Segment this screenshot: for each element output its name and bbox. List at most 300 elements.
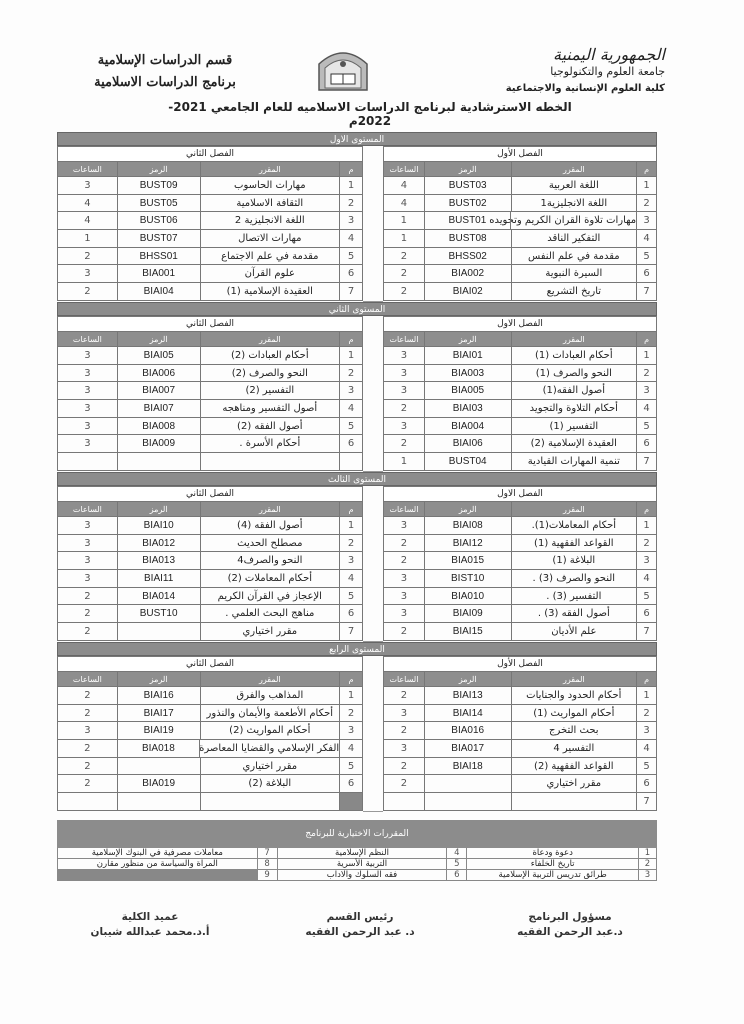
- semester-title: الفصل الأول: [383, 146, 657, 162]
- course-code: BUST01: [425, 212, 511, 229]
- course-number: 3: [637, 382, 657, 399]
- course-hours: 2: [58, 758, 118, 775]
- course-code: BIA013: [118, 552, 201, 569]
- course-code: BUST02: [425, 195, 512, 212]
- course-name: التفكير الناقد: [512, 230, 638, 247]
- elective-name: [58, 870, 258, 880]
- course-name: أصول التفسير ومناهجه: [201, 400, 341, 417]
- elective-number: 8: [258, 859, 278, 869]
- course-hours: 4: [58, 212, 118, 229]
- course-number: 7: [637, 283, 657, 300]
- course-code: BIA003: [425, 365, 512, 382]
- course-name: اللغة الانجليزية 2: [201, 212, 341, 229]
- course-row: [383, 400, 657, 418]
- course-row: [383, 177, 657, 195]
- header-code: الرمز: [118, 502, 201, 516]
- course-row: [383, 230, 657, 248]
- course-hours: 3: [384, 517, 425, 534]
- course-code: [425, 775, 512, 792]
- course-name: اللغة الانجليزية1: [512, 195, 638, 212]
- signature-dean: [60, 910, 240, 940]
- course-code: BIAI02: [425, 283, 512, 300]
- course-hours: 2: [384, 722, 425, 739]
- course-row: [57, 588, 363, 606]
- course-name: تنمية المهارات القيادية: [512, 453, 638, 470]
- course-row: [57, 400, 363, 418]
- course-number: 2: [637, 705, 657, 722]
- course-code: BHSS02: [425, 248, 512, 265]
- course-number: 2: [340, 195, 363, 212]
- course-row: [57, 283, 363, 301]
- course-name: القواعد الفقهية (2): [512, 758, 638, 775]
- level-title: المستوى الاول: [57, 132, 657, 146]
- course-code: BIAI09: [425, 605, 512, 622]
- course-number: 3: [637, 212, 657, 229]
- level-title: المستوى الرابع: [57, 642, 657, 656]
- course-code: BIAI06: [425, 435, 512, 452]
- course-number: 3: [637, 552, 657, 569]
- course-hours: 3: [384, 418, 425, 435]
- course-code: BIA005: [425, 382, 512, 399]
- header-course: المقرر: [201, 502, 341, 516]
- header-course: المقرر: [201, 332, 341, 346]
- divider: [363, 316, 383, 472]
- course-number: 3: [340, 722, 363, 739]
- header-hours: الساعات: [384, 332, 425, 346]
- elective-number: 1: [639, 848, 657, 858]
- course-code: BUST05: [118, 195, 201, 212]
- course-number: 1: [340, 177, 363, 194]
- header-num: م: [637, 332, 657, 346]
- course-name: التفسير (2): [201, 382, 341, 399]
- header-course: المقرر: [512, 502, 638, 516]
- course-row: [57, 265, 363, 283]
- course-hours: 3: [58, 382, 118, 399]
- course-name: علوم القرآن: [201, 265, 341, 282]
- course-number: 1: [637, 177, 657, 194]
- course-hours: 2: [58, 687, 118, 704]
- elective-row: [57, 859, 657, 870]
- header-code: الرمز: [425, 162, 512, 176]
- course-row: [57, 552, 363, 570]
- course-row: [383, 212, 657, 230]
- course-row: [57, 722, 363, 740]
- course-code: BUST03: [425, 177, 512, 194]
- header-num: م: [637, 162, 657, 176]
- electives-table: [57, 820, 657, 881]
- course-hours: 1: [384, 230, 425, 247]
- course-row: [57, 687, 363, 705]
- course-hours: 3: [58, 265, 118, 282]
- course-hours: 3: [58, 177, 118, 194]
- course-row: [57, 605, 363, 623]
- course-name: اللغة العربية: [512, 177, 638, 194]
- course-code: [118, 453, 201, 470]
- semester-title: الفصل الثاني: [57, 316, 363, 332]
- course-hours: 4: [58, 195, 118, 212]
- signature-role: عميد الكلية: [121, 911, 179, 923]
- course-name: الفكر الإسلامي والقضايا المعاصرة: [200, 740, 340, 757]
- semester-title: الفصل الأول: [383, 656, 657, 672]
- semester-first: [383, 486, 657, 642]
- signature-department-head: [270, 910, 450, 940]
- course-code: BIAI19: [118, 722, 201, 739]
- course-hours: 2: [384, 758, 425, 775]
- header-num: م: [340, 502, 363, 516]
- signatures: [60, 910, 660, 940]
- course-hours: 2: [58, 588, 118, 605]
- semester-first: [383, 146, 657, 302]
- course-name: مصطلح الحديث: [201, 535, 341, 552]
- elective-number: 4: [447, 848, 467, 858]
- course-name: أحكام التلاوة والتجويد: [512, 400, 638, 417]
- course-name: أصول الفقه(1): [512, 382, 638, 399]
- course-code: BIA008: [118, 418, 201, 435]
- course-hours: 3: [58, 535, 118, 552]
- elective-name: دعوة ودعاة: [467, 848, 639, 858]
- course-number: 3: [340, 382, 363, 399]
- header-num: م: [340, 162, 363, 176]
- course-code: BIAI11: [118, 570, 201, 587]
- course-code: BIAI15: [425, 623, 512, 640]
- course-name: مناهج البحث العلمي .: [201, 605, 341, 622]
- course-code: BIA014: [118, 588, 201, 605]
- course-hours: 3: [58, 517, 118, 534]
- course-hours: 2: [384, 552, 425, 569]
- course-number: 1: [340, 687, 363, 704]
- course-code: BIAI18: [425, 758, 512, 775]
- header-hours: الساعات: [384, 502, 425, 516]
- signature-program-coordinator: [480, 910, 660, 940]
- semester-title: الفصل الاول: [383, 316, 657, 332]
- program-name: برنامج الدراسات الاسلامية: [94, 75, 236, 90]
- column-header-row: [383, 672, 657, 687]
- course-number: 5: [637, 418, 657, 435]
- course-name: مقرر اختياري: [201, 623, 341, 640]
- university-heading: [470, 46, 665, 97]
- course-name: [512, 793, 638, 810]
- course-hours: 2: [58, 705, 118, 722]
- elective-name: معاملات مصرفية في البنوك الإسلامية: [58, 848, 258, 858]
- course-name: أحكام المعاملات(1).: [512, 517, 638, 534]
- course-hours: 2: [384, 687, 425, 704]
- course-hours: [384, 793, 425, 810]
- course-number: 2: [340, 705, 363, 722]
- course-code: BIA019: [118, 775, 201, 792]
- course-number: 2: [340, 365, 363, 382]
- course-number: 1: [340, 517, 363, 534]
- course-row: [57, 177, 363, 195]
- divider: [363, 486, 383, 642]
- semester-first: [383, 656, 657, 812]
- course-number: 5: [637, 758, 657, 775]
- course-name: مقدمة في علم النفس: [512, 248, 638, 265]
- course-name: أحكام الأطعمة والأيمان والنذور: [201, 705, 341, 722]
- course-hours: 3: [58, 365, 118, 382]
- course-hours: [58, 453, 118, 470]
- elective-number: 7: [258, 848, 278, 858]
- course-hours: [58, 793, 118, 810]
- course-number: [340, 453, 363, 470]
- course-number: 4: [340, 400, 363, 417]
- course-hours: 2: [58, 248, 118, 265]
- semester-second: [57, 146, 363, 302]
- course-name: التفسير (1): [512, 418, 638, 435]
- course-hours: 3: [58, 552, 118, 569]
- course-number: 3: [340, 212, 363, 229]
- semester-first: [383, 316, 657, 472]
- course-name: الثقافة الاسلامية: [201, 195, 341, 212]
- course-row: [383, 775, 657, 793]
- course-code: BIAI14: [425, 705, 512, 722]
- course-name: أصول الفقه (3) .: [512, 605, 638, 622]
- course-code: BIA002: [425, 265, 512, 282]
- elective-number: 6: [447, 870, 467, 880]
- course-code: BUST04: [425, 453, 512, 470]
- course-code: BUST08: [425, 230, 512, 247]
- course-hours: 3: [384, 705, 425, 722]
- course-row: [383, 248, 657, 266]
- course-row: [57, 570, 363, 588]
- header-course: المقرر: [512, 162, 638, 176]
- course-number: 4: [340, 230, 363, 247]
- university-logo-icon: [315, 48, 371, 92]
- course-code: BIAI07: [118, 400, 201, 417]
- course-row: [57, 382, 363, 400]
- course-code: BIA006: [118, 365, 201, 382]
- course-row: [383, 570, 657, 588]
- course-name: مقدمة في علم الاجتماع: [201, 248, 341, 265]
- course-code: BIA004: [425, 418, 512, 435]
- semester-title: الفصل الثاني: [57, 146, 363, 162]
- elective-name: طرائق تدريس التربية الإسلامية: [467, 870, 639, 880]
- header-num: م: [340, 672, 363, 686]
- study-plan-table: [57, 132, 657, 812]
- course-row: [57, 793, 363, 811]
- course-name: مقرر اختياري: [512, 775, 638, 792]
- course-row: [57, 435, 363, 453]
- course-code: [118, 793, 201, 810]
- header-code: الرمز: [425, 332, 512, 346]
- document-title: الخطه الاسترشادية لبرنامج الدراسات الاسلاميه للعام الجامعي 2021-2022م: [168, 100, 572, 128]
- course-number: 5: [340, 758, 363, 775]
- header-hours: الساعات: [384, 672, 425, 686]
- course-name: المذاهب والفرق: [201, 687, 341, 704]
- course-name: السيرة النبوية: [512, 265, 638, 282]
- course-row: [383, 588, 657, 606]
- course-name: العقيدة الإسلامية (2): [512, 435, 638, 452]
- course-row: [383, 365, 657, 383]
- semester-second: [57, 486, 363, 642]
- course-hours: 1: [384, 212, 425, 229]
- course-name: أصول الفقه (4): [201, 517, 341, 534]
- course-name: البلاغة (2): [201, 775, 341, 792]
- course-hours: 4: [384, 177, 425, 194]
- course-name: أحكام العبادات (1): [512, 347, 638, 364]
- course-row: [57, 365, 363, 383]
- course-row: [57, 453, 363, 471]
- course-number: 2: [637, 195, 657, 212]
- course-hours: 2: [384, 400, 425, 417]
- course-row: [383, 195, 657, 213]
- course-row: [57, 195, 363, 213]
- course-number: 7: [340, 623, 363, 640]
- course-hours: 3: [384, 740, 425, 757]
- course-number: 7: [637, 453, 657, 470]
- header-code: الرمز: [425, 502, 512, 516]
- divider: [363, 146, 383, 302]
- course-number: 6: [637, 265, 657, 282]
- level-block: [57, 302, 657, 472]
- course-name: النحو والصرف (3) .: [512, 570, 638, 587]
- course-name: [201, 453, 341, 470]
- course-row: [57, 535, 363, 553]
- course-hours: 3: [384, 570, 425, 587]
- signature-name: د. عبد الرحمن الفقيه: [305, 926, 415, 938]
- course-code: BIAI01: [425, 347, 512, 364]
- elective-number: 9: [258, 870, 278, 880]
- elective-name: التربية الأسرية: [278, 859, 448, 869]
- course-name: تاريخ التشريع: [512, 283, 638, 300]
- level-block: [57, 132, 657, 302]
- course-number: 5: [340, 248, 363, 265]
- course-row: [57, 740, 363, 758]
- course-row: [57, 418, 363, 436]
- course-row: [57, 775, 363, 793]
- course-code: BIA018: [118, 740, 201, 757]
- course-hours: 1: [384, 453, 425, 470]
- course-name: الإعجاز في القرآن الكريم: [201, 588, 341, 605]
- course-name: [201, 793, 341, 810]
- course-row: [57, 758, 363, 776]
- course-name: أحكام الأسرة .: [201, 435, 341, 452]
- course-name: مهارات تلاوة القران الكريم وتجويده: [511, 212, 637, 229]
- course-number: 3: [340, 552, 363, 569]
- header-hours: الساعات: [58, 332, 118, 346]
- course-code: BIAI13: [425, 687, 512, 704]
- course-hours: 2: [384, 283, 425, 300]
- course-number: 1: [637, 687, 657, 704]
- level-title: المستوى الثاني: [57, 302, 657, 316]
- course-code: BUST07: [118, 230, 201, 247]
- course-number: 1: [637, 517, 657, 534]
- course-hours: 2: [58, 740, 118, 757]
- header-code: الرمز: [425, 672, 512, 686]
- semester-second: [57, 656, 363, 812]
- country-name: الجمهورية اليمنية: [552, 45, 665, 64]
- course-number: 2: [637, 365, 657, 382]
- course-hours: 3: [58, 435, 118, 452]
- course-code: BIAI05: [118, 347, 201, 364]
- course-code: BIAI03: [425, 400, 512, 417]
- college-name: كلية العلوم الإنسانية والاجتماعية: [505, 83, 665, 94]
- course-code: [118, 758, 201, 775]
- course-number: 4: [637, 740, 657, 757]
- course-code: BIA016: [425, 722, 512, 739]
- column-header-row: [57, 162, 363, 177]
- course-hours: 2: [58, 775, 118, 792]
- header-num: م: [637, 502, 657, 516]
- course-name: أصول الفقه (2): [201, 418, 341, 435]
- course-number: 1: [340, 347, 363, 364]
- course-row: [383, 722, 657, 740]
- course-code: BIST10: [425, 570, 512, 587]
- course-number: [340, 793, 363, 810]
- course-number: 7: [637, 623, 657, 640]
- course-number: 6: [637, 775, 657, 792]
- course-hours: 2: [384, 623, 425, 640]
- course-row: [383, 687, 657, 705]
- course-hours: 3: [384, 382, 425, 399]
- course-code: BIA009: [118, 435, 201, 452]
- column-header-row: [57, 502, 363, 517]
- course-code: BHSS01: [118, 248, 201, 265]
- elective-name: تاريخ الخلفاء: [467, 859, 639, 869]
- course-row: [383, 265, 657, 283]
- course-name: البلاغة (1): [512, 552, 638, 569]
- semester-title: الفصل الاول: [383, 486, 657, 502]
- course-number: 4: [637, 570, 657, 587]
- header-hours: الساعات: [384, 162, 425, 176]
- course-hours: 2: [384, 535, 425, 552]
- course-hours: 3: [58, 418, 118, 435]
- course-hours: 3: [384, 588, 425, 605]
- course-code: BIAI04: [118, 283, 201, 300]
- course-row: [57, 517, 363, 535]
- course-row: [57, 212, 363, 230]
- elective-number: 5: [447, 859, 467, 869]
- course-number: 6: [340, 435, 363, 452]
- course-row: [383, 605, 657, 623]
- header-course: المقرر: [512, 332, 638, 346]
- elective-row: [57, 848, 657, 859]
- course-hours: 2: [58, 623, 118, 640]
- course-hours: 2: [384, 775, 425, 792]
- course-code: BIA007: [118, 382, 201, 399]
- semester-title: الفصل الثاني: [57, 656, 363, 672]
- course-number: 4: [340, 570, 363, 587]
- course-row: [383, 740, 657, 758]
- course-row: [383, 435, 657, 453]
- course-hours: 4: [384, 195, 425, 212]
- course-hours: 2: [58, 283, 118, 300]
- course-code: BIAI16: [118, 687, 201, 704]
- course-number: 3: [637, 722, 657, 739]
- course-number: 6: [637, 605, 657, 622]
- department-name: قسم الدراسات الإسلامية: [97, 53, 233, 68]
- course-row: [383, 705, 657, 723]
- semester-second: [57, 316, 363, 472]
- column-header-row: [383, 502, 657, 517]
- level-block: [57, 642, 657, 812]
- course-name: أحكام الحدود والجنايات: [512, 687, 638, 704]
- course-number: 4: [340, 740, 363, 757]
- course-number: 4: [637, 400, 657, 417]
- column-header-row: [57, 672, 363, 687]
- elective-name: النظم الإسلامية: [278, 848, 448, 858]
- course-hours: 3: [58, 722, 118, 739]
- university-name: جامعة العلوم والتكنولوجيا: [550, 65, 665, 78]
- elective-row: [57, 870, 657, 881]
- course-name: بحث التخرج: [512, 722, 638, 739]
- course-number: 4: [637, 230, 657, 247]
- course-code: BIA012: [118, 535, 201, 552]
- electives-title: المقررات الاختيارية للبرنامج: [57, 820, 657, 848]
- course-row: [383, 517, 657, 535]
- course-row: [57, 623, 363, 641]
- course-code: BIA001: [118, 265, 201, 282]
- course-code: BUST06: [118, 212, 201, 229]
